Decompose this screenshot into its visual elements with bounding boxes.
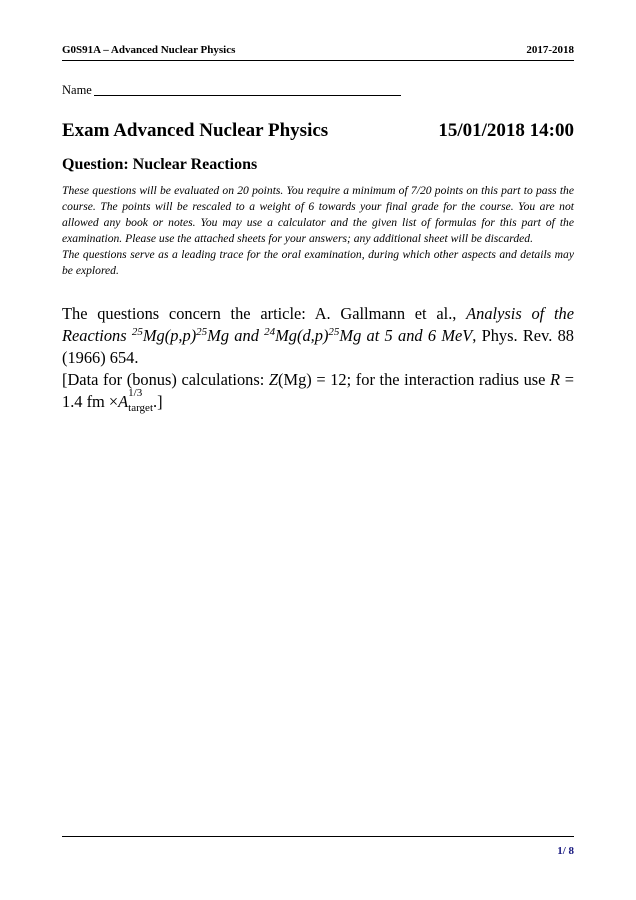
article-title-part2: at 5 and 6 MeV xyxy=(366,326,473,345)
name-label: Name xyxy=(62,83,92,97)
exam-datetime: 15/01/2018 14:00 xyxy=(438,120,574,141)
radius-coefficient: 1.4 fm × xyxy=(62,392,119,411)
instructions-block xyxy=(62,183,574,279)
page-separator: / xyxy=(562,845,566,857)
mass-number-3: 24 xyxy=(264,326,276,338)
page-number xyxy=(557,845,574,857)
page-total: 8 xyxy=(568,845,574,857)
a-symbol: A xyxy=(118,392,129,411)
article-paragraph xyxy=(62,303,574,369)
equals-sign: = xyxy=(564,370,574,389)
article-reference xyxy=(62,303,574,415)
bonus-data-paragraph xyxy=(62,369,574,415)
exam-title-row xyxy=(62,120,574,142)
reaction-2: Mg(d,p) xyxy=(275,326,329,345)
page-header xyxy=(62,44,574,56)
z-symbol: Z xyxy=(268,370,279,389)
mass-number-2: 25 xyxy=(196,326,208,338)
z-argument: (Mg) = 12; xyxy=(278,370,352,389)
product-1: Mg xyxy=(207,326,230,345)
footer-rule xyxy=(62,836,574,837)
r-symbol: R xyxy=(550,370,561,389)
name-blank-line xyxy=(94,95,401,96)
mass-number-4: 25 xyxy=(328,326,340,338)
exam-title: Exam Advanced Nuclear Physics xyxy=(62,120,329,141)
bonus-suffix: .] xyxy=(153,392,163,411)
radius-text: for the interaction radius use xyxy=(355,370,546,389)
name-field xyxy=(62,83,401,98)
reaction-1: Mg(p,p) xyxy=(142,326,197,345)
article-and: and xyxy=(234,326,259,345)
article-citation: , Phys. Rev. 88 (1966) 654. xyxy=(62,326,574,367)
article-title-part1: Analysis of the Reactions xyxy=(62,304,574,345)
header-rule xyxy=(62,60,574,61)
instructions-paragraph-1: These questions will be evaluated on 20 points. You require a minimum of 7/20 points on this part to pass the course. The points will be rescaled to a weight of 6 towards your final grade for the course. You are not allowed any book or notes. You may use a calculator and the given list of formulas for this part of the examination. Please use the attached sheets for your answers; any additional sheet will be discarded. xyxy=(62,184,574,245)
academic-year: 2017-2018 xyxy=(526,44,574,56)
article-intro: The questions concern the article: A. Gallmann et al., xyxy=(62,304,457,323)
product-2: Mg xyxy=(339,326,362,345)
bonus-prefix: [Data for (bonus) calculations: xyxy=(62,370,265,389)
a-exponent-subscript xyxy=(128,387,153,415)
instructions-paragraph-2: The questions serve as a leading trace for the oral examination, during which other aspects and details may be explored. xyxy=(62,248,574,277)
a-subscript: target xyxy=(128,402,153,414)
page-current: 1 xyxy=(557,845,563,857)
course-code: G0S91A – Advanced Nuclear Physics xyxy=(62,44,236,56)
mass-number-1: 25 xyxy=(131,326,143,338)
question-heading: Question: Nuclear Reactions xyxy=(62,156,258,173)
a-exponent: 1/3 xyxy=(128,387,143,399)
